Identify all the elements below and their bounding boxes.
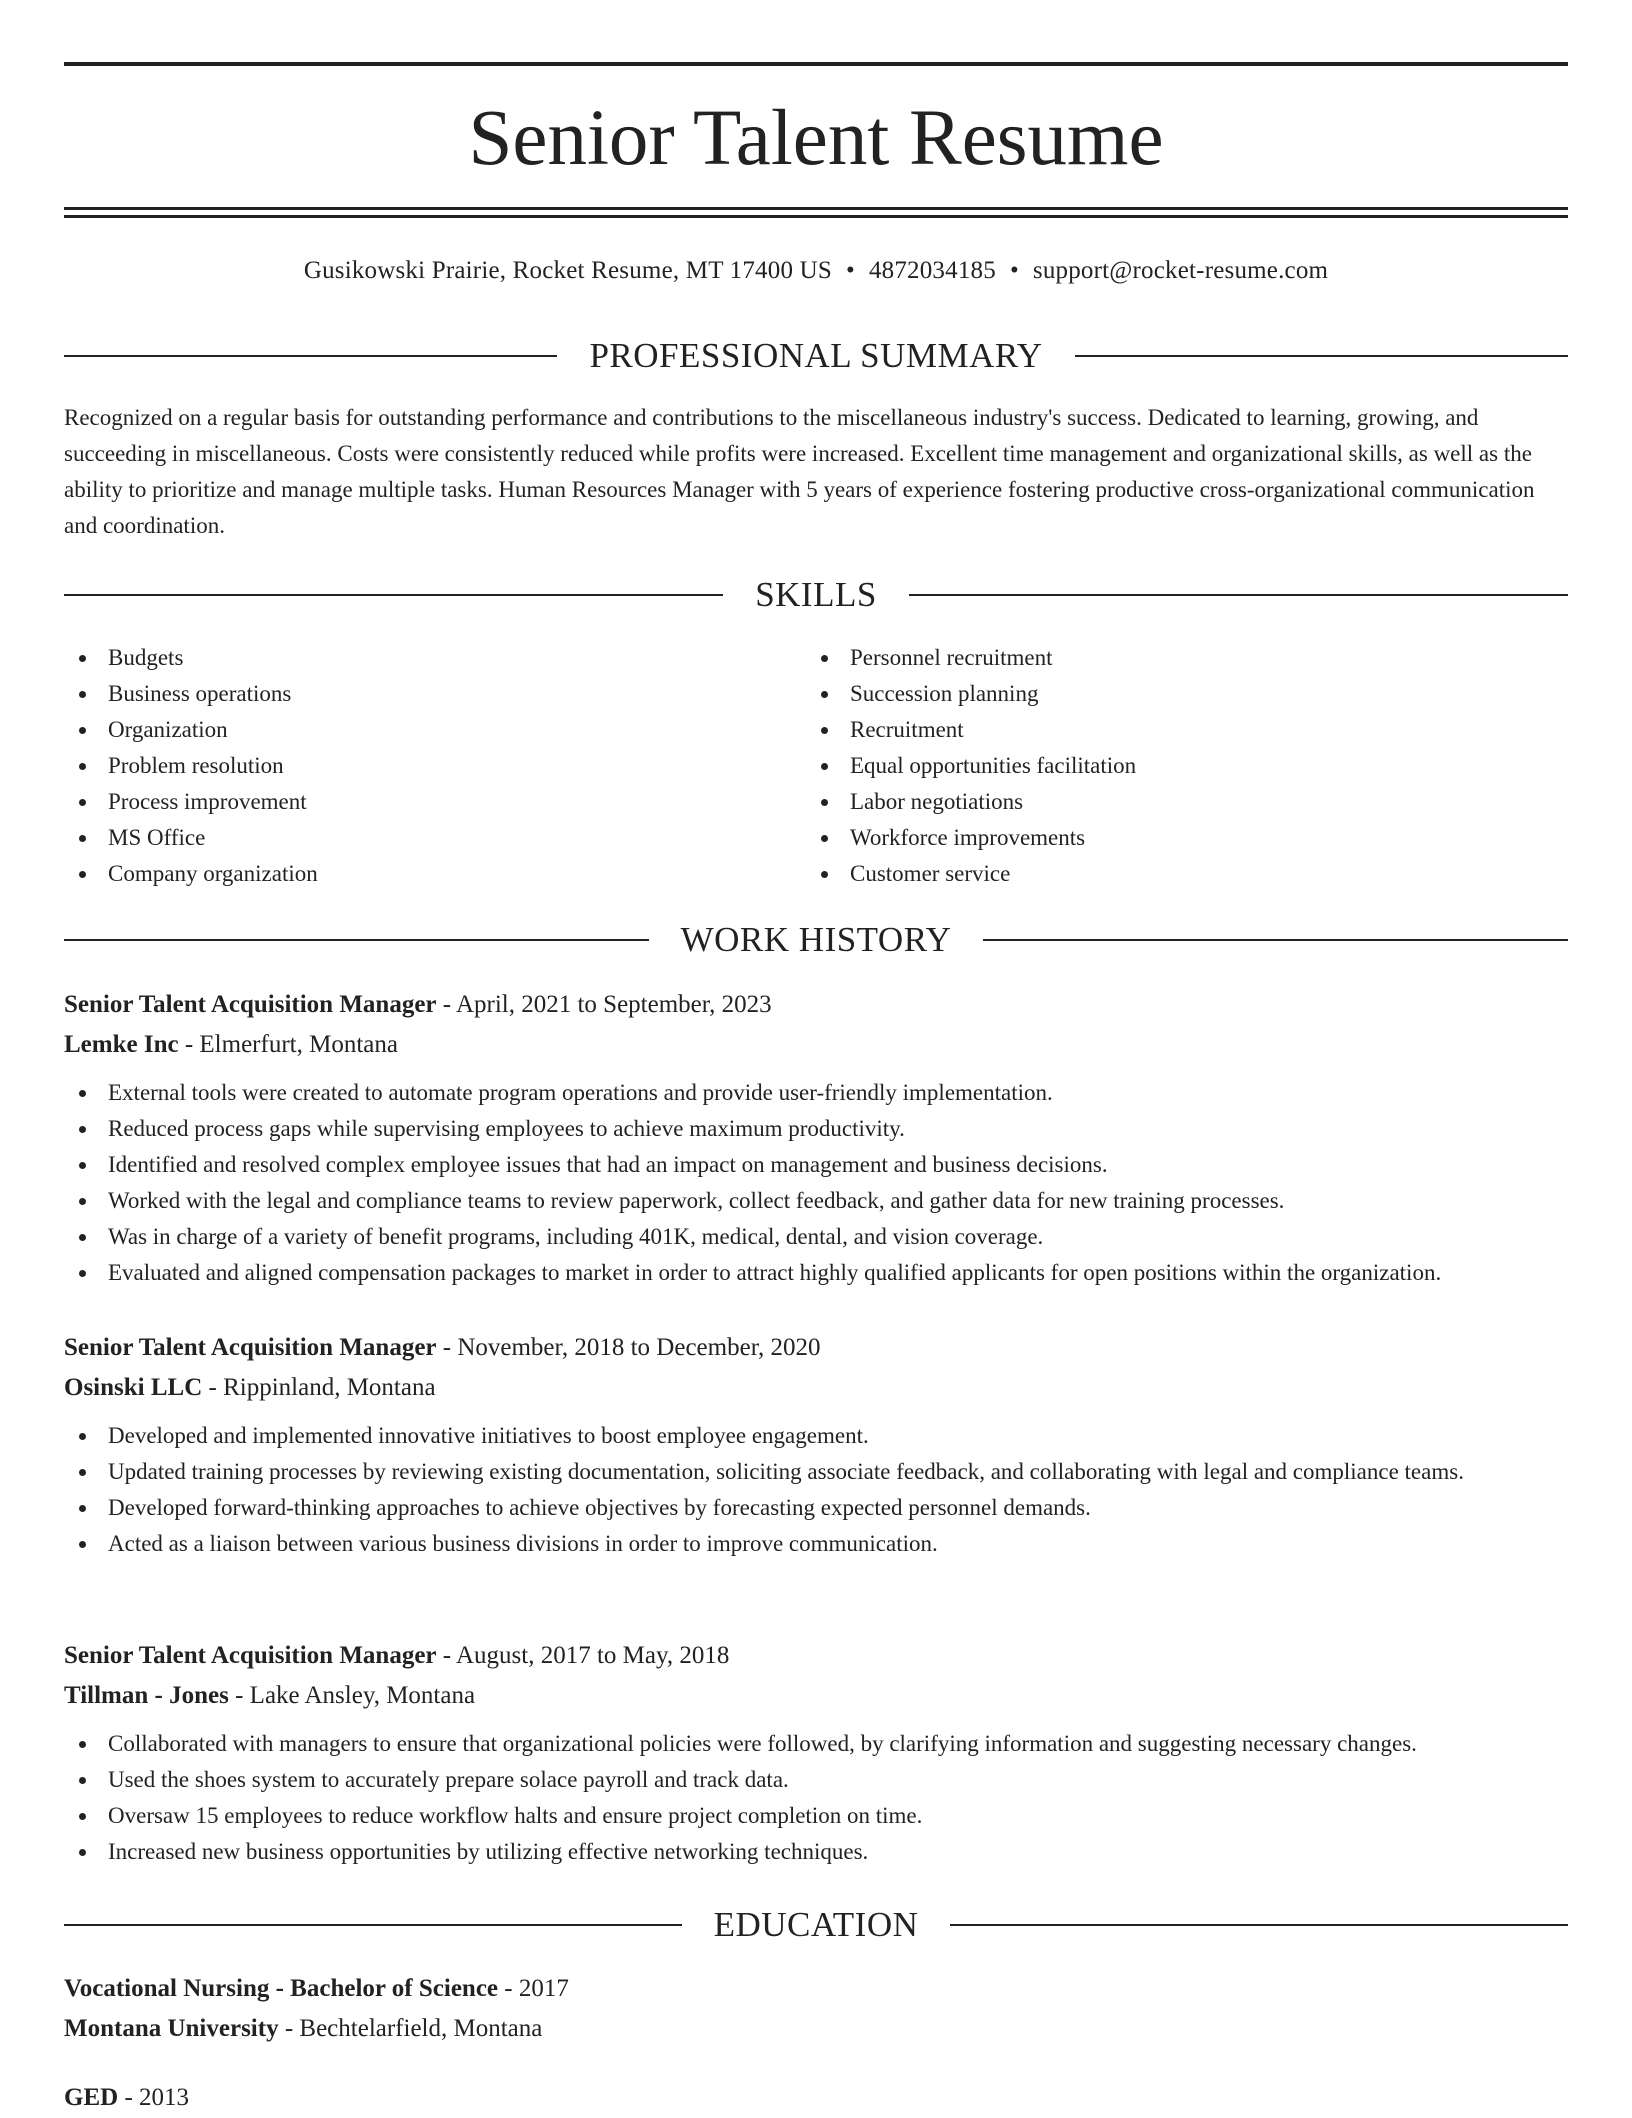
education-location: - Bechtelarfield, Montana [278,2015,543,2042]
summary-heading [64,334,1568,378]
skill-item: MS Office [64,820,764,856]
job-title-line [64,985,1568,1025]
skill-item: Customer service [806,856,1506,892]
education-entry [64,1969,1568,2049]
job-location: - Rippinland, Montana [202,1374,436,1401]
skills-heading-label: SKILLS [755,575,877,614]
contact-separator: • [1009,257,1019,284]
skills-list-right [806,640,1506,892]
education-degree-line [64,1969,1568,2009]
education-entry [64,2078,1568,2118]
job-bullets [64,1418,1568,1562]
education-school: Montana University [64,2015,279,2042]
contact-line [64,254,1568,288]
skills-list-left [64,640,764,892]
job-bullet: Evaluated and aligned compensation packages to market in order to attract highly qualified applicants for open positions within the organization. [64,1255,1568,1291]
header-rule-lower [64,215,1568,218]
job-bullet: External tools were created to automate program operations and provide user-friendly implementation. [64,1075,1568,1111]
job-company-line [64,1368,1568,1408]
job-company-line [64,1025,1568,1065]
education-degree-line [64,2078,1568,2118]
job-bullet: Acted as a liaison between various business divisions in order to improve communication. [64,1526,1568,1562]
job-bullets [64,1726,1568,1870]
job-company: Osinski LLC [64,1374,203,1401]
job-title: Senior Talent Acquisition Manager [64,1334,437,1361]
job-location: - Lake Ansley, Montana [228,1682,476,1709]
job-bullet: Worked with the legal and compliance teams to review paperwork, collect feedback, and gather data for new training processes. [64,1183,1568,1219]
heading-rule-right [909,594,1568,596]
skill-item: Budgets [64,640,764,676]
skill-item: Personnel recruitment [806,640,1506,676]
job-location: - Elmerfurt, Montana [178,1031,398,1058]
job-entry [64,1328,1568,1562]
summary-heading-label: PROFESSIONAL SUMMARY [589,336,1043,375]
job-dates: - August, 2017 to May, 2018 [436,1642,730,1669]
education-year: - 2017 [498,1975,569,2002]
skill-item: Organization [64,712,764,748]
contact-phone: 4872034185 [868,257,996,284]
education-degree: Vocational Nursing - Bachelor of Science [64,1975,499,2002]
skill-item: Workforce improvements [806,820,1506,856]
job-bullet: Collaborated with managers to ensure that organizational policies were followed, by clarifying information and suggesting necessary changes. [64,1726,1568,1762]
skills-heading [64,573,1568,617]
education-degree: GED [64,2084,119,2111]
heading-rule-left [64,939,649,941]
skill-item: Equal opportunities facilitation [806,748,1506,784]
job-title: Senior Talent Acquisition Manager [64,991,437,1018]
summary-text: Recognized on a regular basis for outstanding performance and contributions to the miscellaneous industry's success. Dedicated to learning, growing, and succeeding in miscellaneous. Costs were consistently reduced while profits were increased. Excellent time management and organizational skills, as well as the ability to prioritize and manage multiple tasks. Human Resources Manager with 5 years of experience fostering productive cross-organizational communication and coordination. [64,405,1535,538]
job-bullet: Updated training processes by reviewing existing documentation, soliciting associate feedback, and collaborating with legal and compliance teams. [64,1454,1568,1490]
skill-item: Succession planning [806,676,1506,712]
job-bullet: Developed and implemented innovative initiatives to boost employee engagement. [64,1418,1568,1454]
job-bullet: Reduced process gaps while supervising employees to achieve maximum productivity. [64,1111,1568,1147]
header-top-rule [64,62,1568,66]
heading-rule-left [64,594,723,596]
job-bullet: Was in charge of a variety of benefit programs, including 401K, medical, dental, and vision coverage. [64,1219,1568,1255]
contact-separator: • [845,257,855,284]
job-dates: - April, 2021 to September, 2023 [436,991,772,1018]
job-title-line [64,1636,1568,1676]
job-bullet: Identified and resolved complex employee issues that had an impact on management and business decisions. [64,1147,1568,1183]
heading-rule-right [983,939,1568,941]
skill-item: Business operations [64,676,764,712]
header-rule-upper [64,207,1568,210]
job-company-line [64,1676,1568,1716]
job-bullet: Oversaw 15 employees to reduce workflow halts and ensure project completion on time. [64,1798,1568,1834]
resume-title: Senior Talent Resume [468,95,1164,182]
education-year: - 2013 [118,2084,190,2111]
skill-item: Company organization [64,856,764,892]
job-bullet: Increased new business opportunities by utilizing effective networking techniques. [64,1834,1568,1870]
job-title-line [64,1328,1568,1368]
job-dates: - November, 2018 to December, 2020 [436,1334,821,1361]
job-bullet: Developed forward-thinking approaches to achieve objectives by forecasting expected personnel demands. [64,1490,1568,1526]
job-entry [64,1636,1568,1870]
education-heading [64,1903,1568,1947]
skill-item: Problem resolution [64,748,764,784]
education-heading-label: EDUCATION [713,1905,919,1944]
job-bullets [64,1075,1568,1291]
contact-address: Gusikowski Prairie, Rocket Resume, MT 17400 US [303,257,832,284]
job-title: Senior Talent Acquisition Manager [64,1642,437,1669]
education-school-line [64,2009,1568,2049]
work-history-heading-label: WORK HISTORY [680,920,952,959]
skill-item: Labor negotiations [806,784,1506,820]
job-company: Lemke Inc [64,1031,179,1058]
contact-email: support@rocket-resume.com [1032,257,1329,284]
heading-rule-right [1075,355,1568,357]
skill-item: Process improvement [64,784,764,820]
heading-rule-right [950,1924,1568,1926]
heading-rule-left [64,1924,682,1926]
skill-item: Recruitment [806,712,1506,748]
work-history-heading [64,918,1568,962]
job-company: Tillman - Jones [64,1682,229,1709]
job-entry [64,985,1568,1291]
heading-rule-left [64,355,557,357]
job-bullet: Used the shoes system to accurately prepare solace payroll and track data. [64,1762,1568,1798]
